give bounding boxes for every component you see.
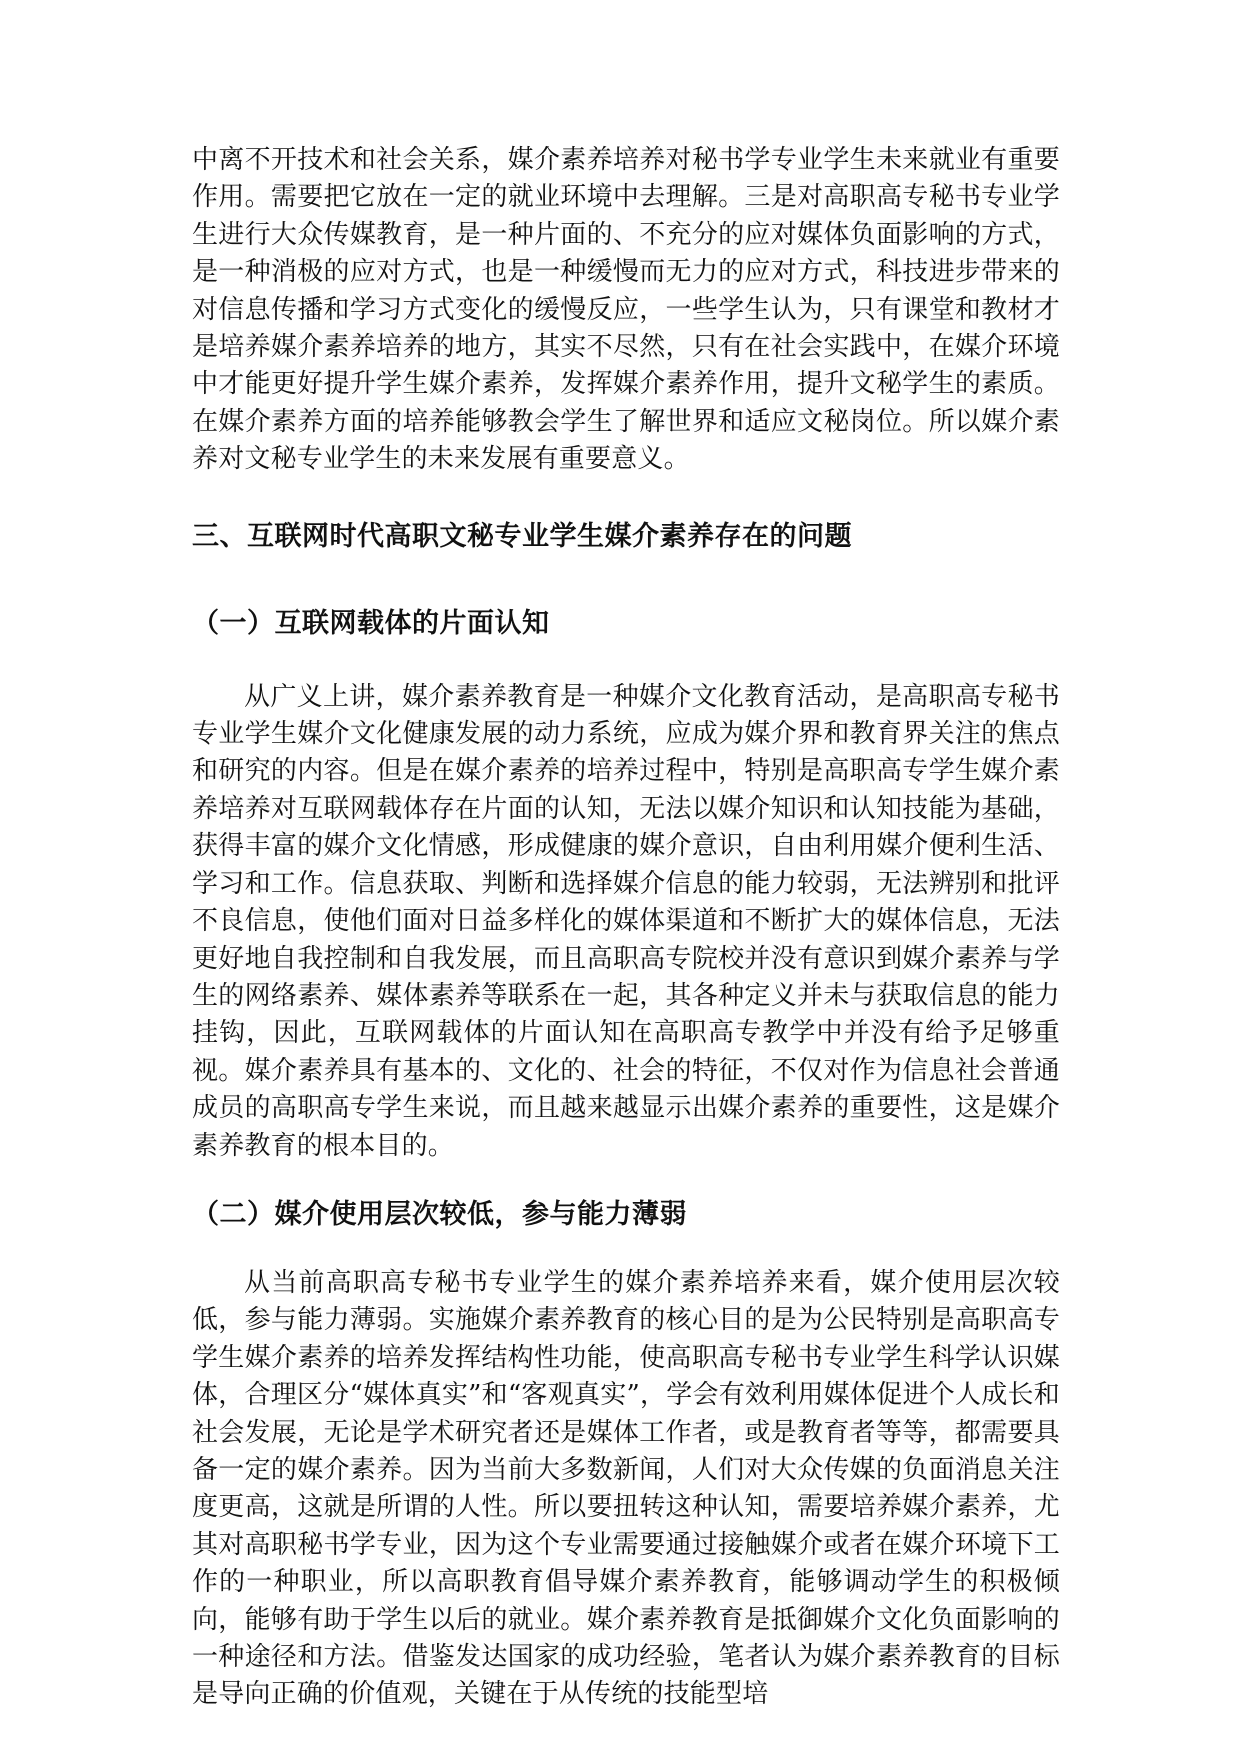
subsection-heading-2: （二）媒介使用层次较低，参与能力薄弱 — [192, 1198, 687, 1230]
subsection-heading-1: （一）互联网载体的片面认知 — [192, 607, 550, 639]
subsection-paragraph-2: 从当前高职高专秘书专业学生的媒介素养培养来看，媒介使用层次较低，参与能力薄弱。实施媒介素养教育的核心目的是为公民特别是高职高专学生媒介素养的培养发挥结构性功能，使高职高专秘书专业学生科学认识媒体，合理区分“媒体真实”和“客观真实”，学会有效利用媒体促进个人成长和社会发展，无论是学术研究者还是媒体工作者，或是教育者等等，都需要具备一定的媒介素养。因为当前大多数新闻，人们对大众传媒的负面消息关注度更高，这就是所谓的人性。所以要扭转这种认知，需要培养媒介素养，尤其对高职秘书学专业，因为这个专业需要通过接触媒介或者在媒介环境下工作的一种职业，所以高职教育倡导媒介素养教育，能够调动学生的积极倾向，能够有助于学生以后的就业。媒介素养教育是抵御媒介文化负面影响的一种途径和方法。借鉴发达国家的成功经验，笔者认为媒介素养教育的目标是导向正确的价值观，关键在于从传统的技能型培 — [192, 1267, 1060, 1710]
continuation-paragraph: 中离不开技术和社会关系，媒介素养培养对秘书学专业学生未来就业有重要作用。需要把它放在一定的就业环境中去理解。三是对高职高专秘书专业学生进行大众传媒教育，是一种片面的、不充分的应对媒体负面影响的方式，是一种消极的应对方式，也是一种缓慢而无力的应对方式，科技进步带来的对信息传播和学习方式变化的缓慢反应，一些学生认为，只有课堂和教材才是培养媒介素养培养的地方，其实不尽然，只有在社会实践中，在媒介环境中才能更好提升学生媒介素养，发挥媒介素养作用，提升文秘学生的素质。在媒介素养方面的培养能够教会学生了解世界和适应文秘岗位。所以媒介素养对文秘专业学生的未来发展有重要意义。 — [192, 145, 1060, 475]
document-page — [192, 140, 1060, 1714]
subsection-paragraph-1: 从广义上讲，媒介素养教育是一种媒介文化教育活动，是高职高专秘书专业学生媒介文化健康发展的动力系统，应成为媒介界和教育界关注的焦点和研究的内容。但是在媒介素养的培养过程中，特别是高职高专学生媒介素养培养对互联网载体存在片面的认知，无法以媒介知识和认知技能为基础，获得丰富的媒介文化情感，形成健康的媒介意识，自由利用媒介便利生活、学习和工作。信息获取、判断和选择媒介信息的能力较弱，无法辨别和批评不良信息，使他们面对日益多样化的媒体渠道和不断扩大的媒体信息，无法更好地自我控制和自我发展，而且高职高专院校并没有意识到媒介素养与学生的网络素养、媒体素养等联系在一起，其各种定义并未与获取信息的能力挂钩，因此，互联网载体的片面认知在高职高专教学中并没有给予足够重视。媒介素养具有基本的、文化的、社会的特征，不仅对作为信息社会普通成员的高职高专学生来说，而且越来越显示出媒介素养的重要性，这是媒介素养教育的根本目的。 — [192, 681, 1060, 1161]
section-heading: 三、互联网时代高职文秘专业学生媒介素养存在的问题 — [192, 520, 852, 552]
